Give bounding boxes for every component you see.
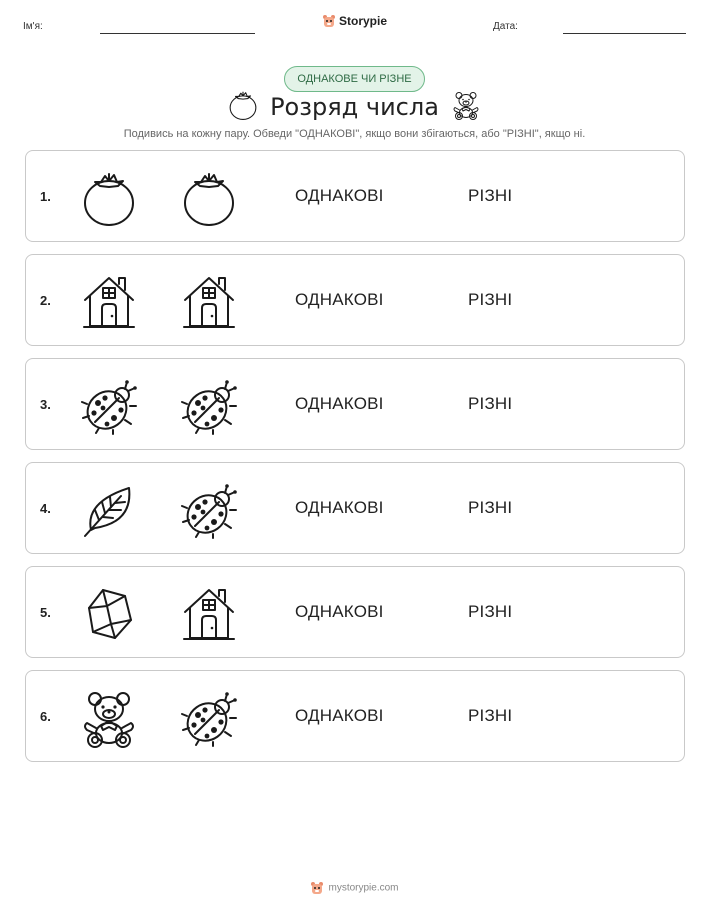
ladybug-icon: [81, 378, 137, 434]
exercise-row-6: [25, 670, 685, 762]
exercise-row-1: [25, 150, 685, 242]
tomato-icon: [181, 170, 237, 226]
page-title: Розряд числа: [270, 93, 439, 121]
row-number: 5.: [40, 605, 51, 620]
option-same[interactable]: ОДНАКОВІ: [295, 290, 384, 309]
exercise-row-4: [25, 462, 685, 554]
option-same[interactable]: ОДНАКОВІ: [295, 706, 384, 725]
row-number: 3.: [40, 397, 51, 412]
name-field-line[interactable]: [100, 33, 255, 34]
option-different[interactable]: РІЗНІ: [468, 706, 513, 725]
storypie-bear-icon: [310, 881, 324, 895]
house-icon: [81, 274, 137, 330]
exercise-row-3: [25, 358, 685, 450]
tomato-icon: [81, 170, 137, 226]
row-number: 1.: [40, 189, 51, 204]
teddy-bear-icon: [81, 690, 137, 746]
footer: [0, 881, 709, 895]
crystal-icon: [81, 586, 137, 642]
option-same[interactable]: ОДНАКОВІ: [295, 186, 384, 205]
name-label: Ім'я:: [23, 21, 43, 32]
option-different[interactable]: РІЗНІ: [468, 290, 513, 309]
ladybug-icon: [181, 690, 237, 746]
brand-logo: [0, 13, 709, 28]
house-icon: [181, 274, 237, 330]
date-field-line[interactable]: [563, 33, 686, 34]
option-different[interactable]: РІЗНІ: [468, 394, 513, 413]
date-label: Дата:: [493, 21, 518, 32]
exercise-row-2: [25, 254, 685, 346]
category-badge: ОДНАКОВЕ ЧИ РІЗНЕ: [284, 66, 425, 92]
brand-name: Storypie: [338, 13, 387, 28]
option-different[interactable]: РІЗНІ: [468, 186, 513, 205]
row-number: 4.: [40, 501, 51, 516]
ladybug-icon: [181, 378, 237, 434]
option-same[interactable]: ОДНАКОВІ: [295, 498, 384, 517]
option-different[interactable]: РІЗНІ: [468, 602, 513, 621]
teddy-bear-icon: [452, 90, 480, 120]
storypie-bear-icon: [322, 14, 336, 28]
option-different[interactable]: РІЗНІ: [468, 498, 513, 517]
row-number: 6.: [40, 709, 51, 724]
instructions: Подивись на кожну пару. Обведи "ОДНАКОВІ", якщо вони збігаються, або "РІЗНІ", якщо ні.: [123, 128, 586, 140]
house-icon: [181, 586, 237, 642]
exercise-row-5: [25, 566, 685, 658]
option-same[interactable]: ОДНАКОВІ: [295, 394, 384, 413]
ladybug-icon: [181, 482, 237, 538]
option-same[interactable]: ОДНАКОВІ: [295, 602, 384, 621]
footer-url[interactable]: mystorypie.com: [328, 882, 399, 894]
row-number: 2.: [40, 293, 51, 308]
leaf-icon: [81, 482, 137, 538]
